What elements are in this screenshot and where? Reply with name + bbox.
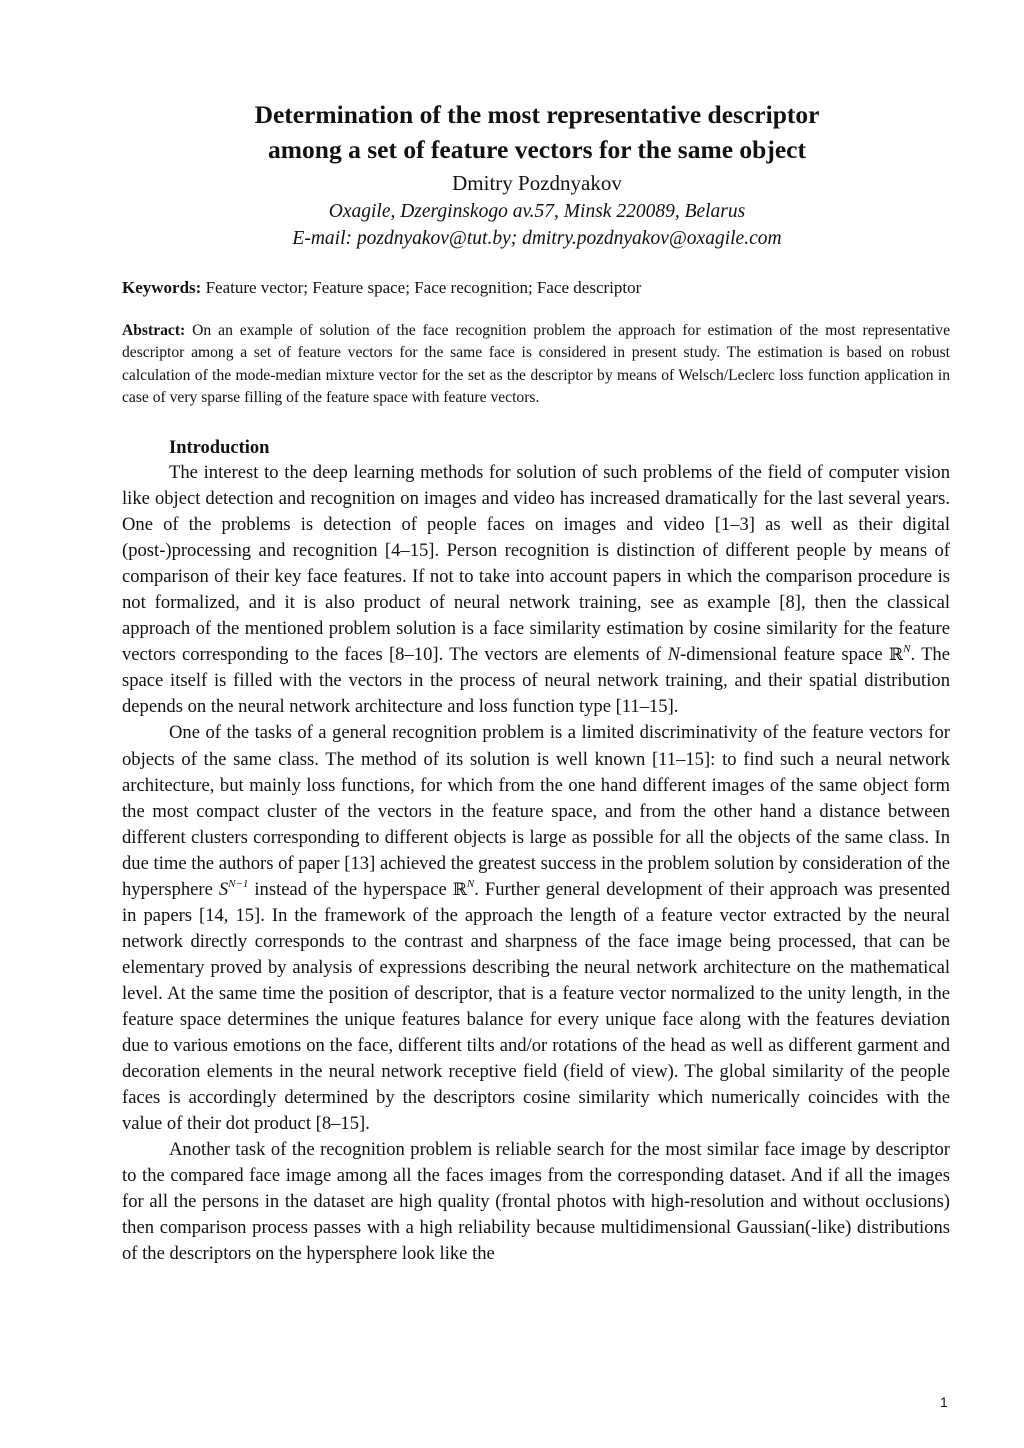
page-number: 1 bbox=[940, 1394, 948, 1410]
title-line-2: among a set of feature vectors for the same object bbox=[268, 135, 806, 164]
math-n: N bbox=[667, 644, 681, 666]
text: . The space itself is filled with the vectors in the process of neural network training, and their spatial distribution depends on the neural network architecture and loss function type [11–15]. bbox=[122, 644, 950, 718]
abstract-label: Abstract: bbox=[122, 322, 186, 339]
text: . Further general development of their approach was presented in papers [14, 15]. In the framework of the approach the length of a feature vector extracted by the neural network directly corresponds to the contrast and sharpness of the face image being processed, that can be elementary proved by analysis of expressions describing the neural network architecture on the mathematical level. At the same time the position of descriptor, that is a feature vector normalized to the unity length, in the feature space determines the unique features balance for every unique face along with the features deviation due to various emotions on the face, different tilts and/or rotations of the head as well as different garment and decoration elements in the neural network receptive field (field of view). The global similarity of the people faces is accordingly determined by the descriptors cosine similarity which numerically coincides with the value of their dot product [8–15]. bbox=[122, 878, 951, 1135]
text: One of the tasks of a general recognition problem is a limited discriminativity of the feature vectors for objects of the same class. The method of its solution is well known [11–15]: to find such a neural network architecture, but mainly loss functions, for which from the one hand different images of the same object form the most compact cluster of the vectors in the feature space, and from the other hand a distance between different clusters corresponding to different objects is large as possible for all the objects of the same class. In due time the authors of paper [13] achieved the greatest success in the problem solution by consideration of the hypersphere bbox=[122, 722, 950, 900]
paragraph-1 bbox=[122, 460, 950, 720]
paragraph-3: Another task of the recognition problem is reliable search for the most similar face image by descriptor to the compared face image among all the faces images from the corresponding dataset. And if all the images for all the persons in the dataset are high quality (frontal photos with high-resolution and without occlusions) then comparison process passes with a high reliability because multidimensional Gaussian(-like) distributions of the descriptors on the hypersphere look like the bbox=[122, 1139, 950, 1265]
text: -dimensional feature space bbox=[680, 644, 889, 666]
keywords bbox=[122, 277, 950, 299]
introduction-body bbox=[122, 460, 950, 1267]
keywords-label: Keywords: bbox=[122, 278, 202, 297]
abstract-text: On an example of solution of the face recognition problem the approach for estimation of the most representative descriptor among a set of feature vectors for the same face is considered in present study. The estimation is based on robust calculation of the mode-median mixture vector for the set as the descriptor by means of Welsch/Leclerc loss function application in case of very sparse filling of the feature space with feature vectors. bbox=[122, 322, 950, 406]
affiliation: Oxagile, Dzerginskogo av.57, Minsk 220089, Belarus bbox=[328, 201, 746, 222]
abstract bbox=[122, 320, 950, 409]
section-heading-introduction: Introduction bbox=[169, 438, 270, 458]
math-real-space: ℝ bbox=[888, 645, 904, 666]
text: instead of the hyperspace bbox=[248, 878, 453, 900]
math-superscript: N bbox=[466, 877, 475, 890]
author-name: Dmitry Pozdnyakov bbox=[452, 171, 622, 195]
text: The interest to the deep learning methods for solution of such problems of the field of computer vision like object detection and recognition on images and video has increased dramatically for the last several years. One of the problems is detection of people faces on images and video [1–3] as well as their digital (post-)processing and recognition [4–15]. Person recognition is distinction of different people by means of comparison of their key face features. If not to take into account papers in which the comparison procedure is not formalized, and it is also product of neural network training, see as example [8], then the classical approach of the mentioned problem solution is a face similarity estimation by cosine similarity for the feature vectors corresponding to the faces [8–10]. The vectors are elements of bbox=[122, 462, 950, 666]
paper-title bbox=[0, 97, 1024, 167]
keywords-text: Feature vector; Feature space; Face recognition; Face descriptor bbox=[201, 278, 642, 297]
math-superscript: N−1 bbox=[228, 877, 249, 890]
title-line-1: Determination of the most representative descriptor bbox=[254, 100, 820, 129]
paragraph-2 bbox=[122, 720, 950, 1137]
math-superscript: N bbox=[903, 643, 911, 656]
math-hypersphere: S bbox=[218, 878, 229, 900]
author-email: E-mail: pozdnyakov@tut.by; dmitry.pozdnyakov@oxagile.com bbox=[292, 228, 782, 249]
math-real-space: ℝ bbox=[452, 879, 467, 900]
